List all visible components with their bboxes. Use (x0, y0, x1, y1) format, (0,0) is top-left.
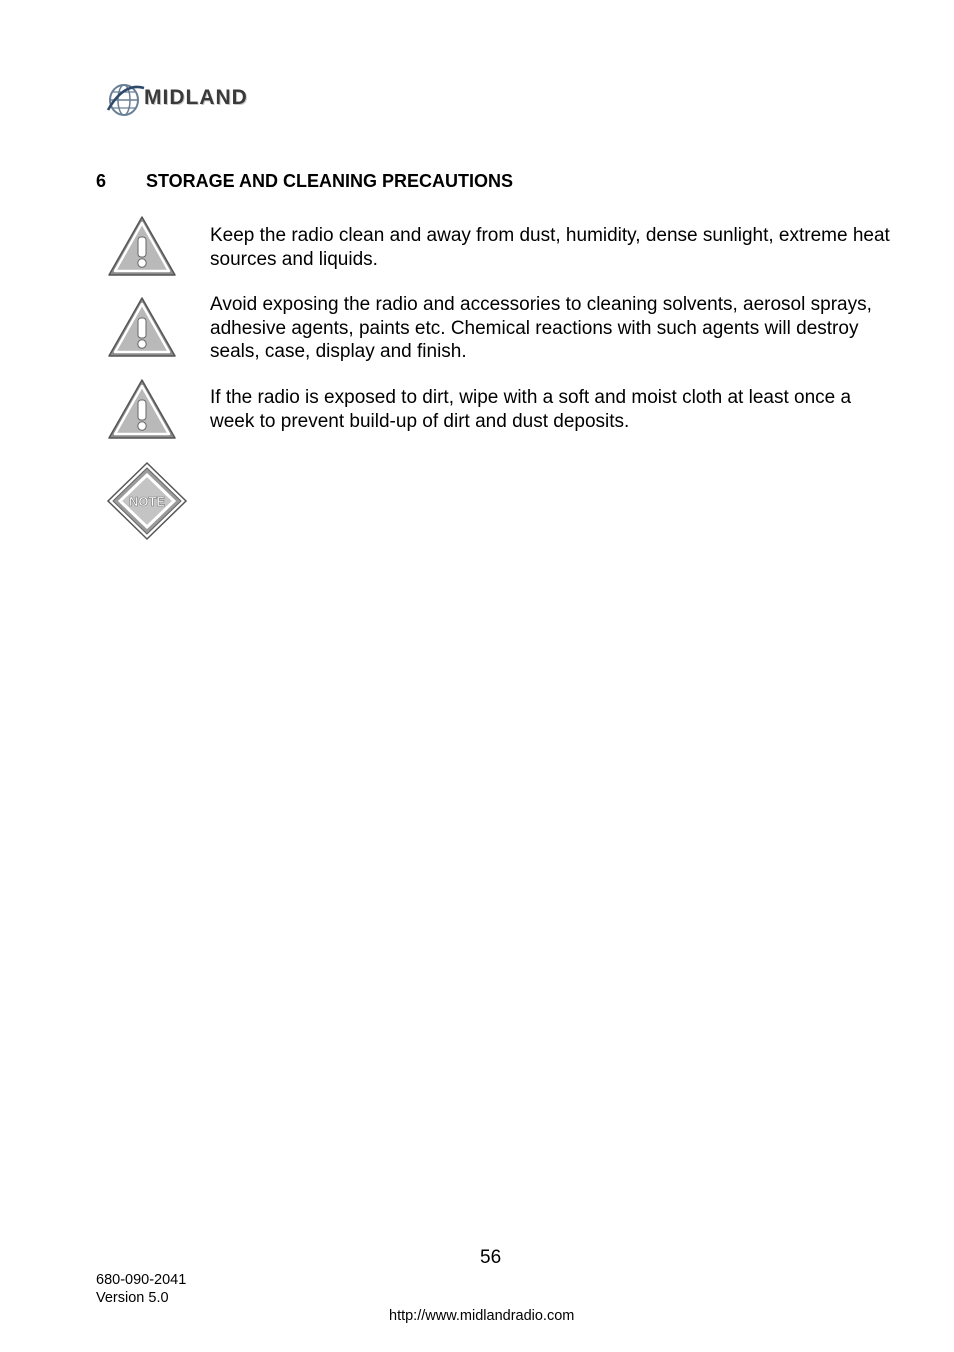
website-url: http://www.midlandradio.com (389, 1308, 575, 1324)
section-number: 6 (96, 171, 107, 191)
warning-triangle-icon (107, 378, 177, 440)
midland-logo (106, 78, 301, 122)
precaution-text: If the radio is exposed to dirt, wipe with a soft and moist cloth at least once a week to prevent build-up of dirt and dust deposits. (210, 387, 852, 432)
precaution-text: Keep the radio clean and away from dust, humidity, dense sunlight, extreme heat sources and liquids. (210, 225, 890, 270)
globe-icon (106, 78, 146, 122)
page-number: 56 (480, 1247, 502, 1268)
document-id: 680-090-2041 (96, 1272, 187, 1288)
section-heading (96, 170, 513, 192)
note-diamond-icon (106, 461, 188, 541)
warning-triangle-icon (107, 215, 177, 277)
precaution-text: Avoid exposing the radio and accessories to cleaning solvents, aerosol sprays, adhesive agents, paints etc. Chemical reactions with such agents will destroy seals, case, display and finish. (210, 294, 872, 362)
logo-wordmark: MIDLAND (144, 86, 248, 109)
warning-triangle-icon (107, 296, 177, 358)
section-title: STORAGE AND CLEANING PRECAUTIONS (146, 171, 514, 191)
document-version: Version 5.0 (96, 1290, 169, 1306)
note-label: NOTE (128, 494, 166, 509)
